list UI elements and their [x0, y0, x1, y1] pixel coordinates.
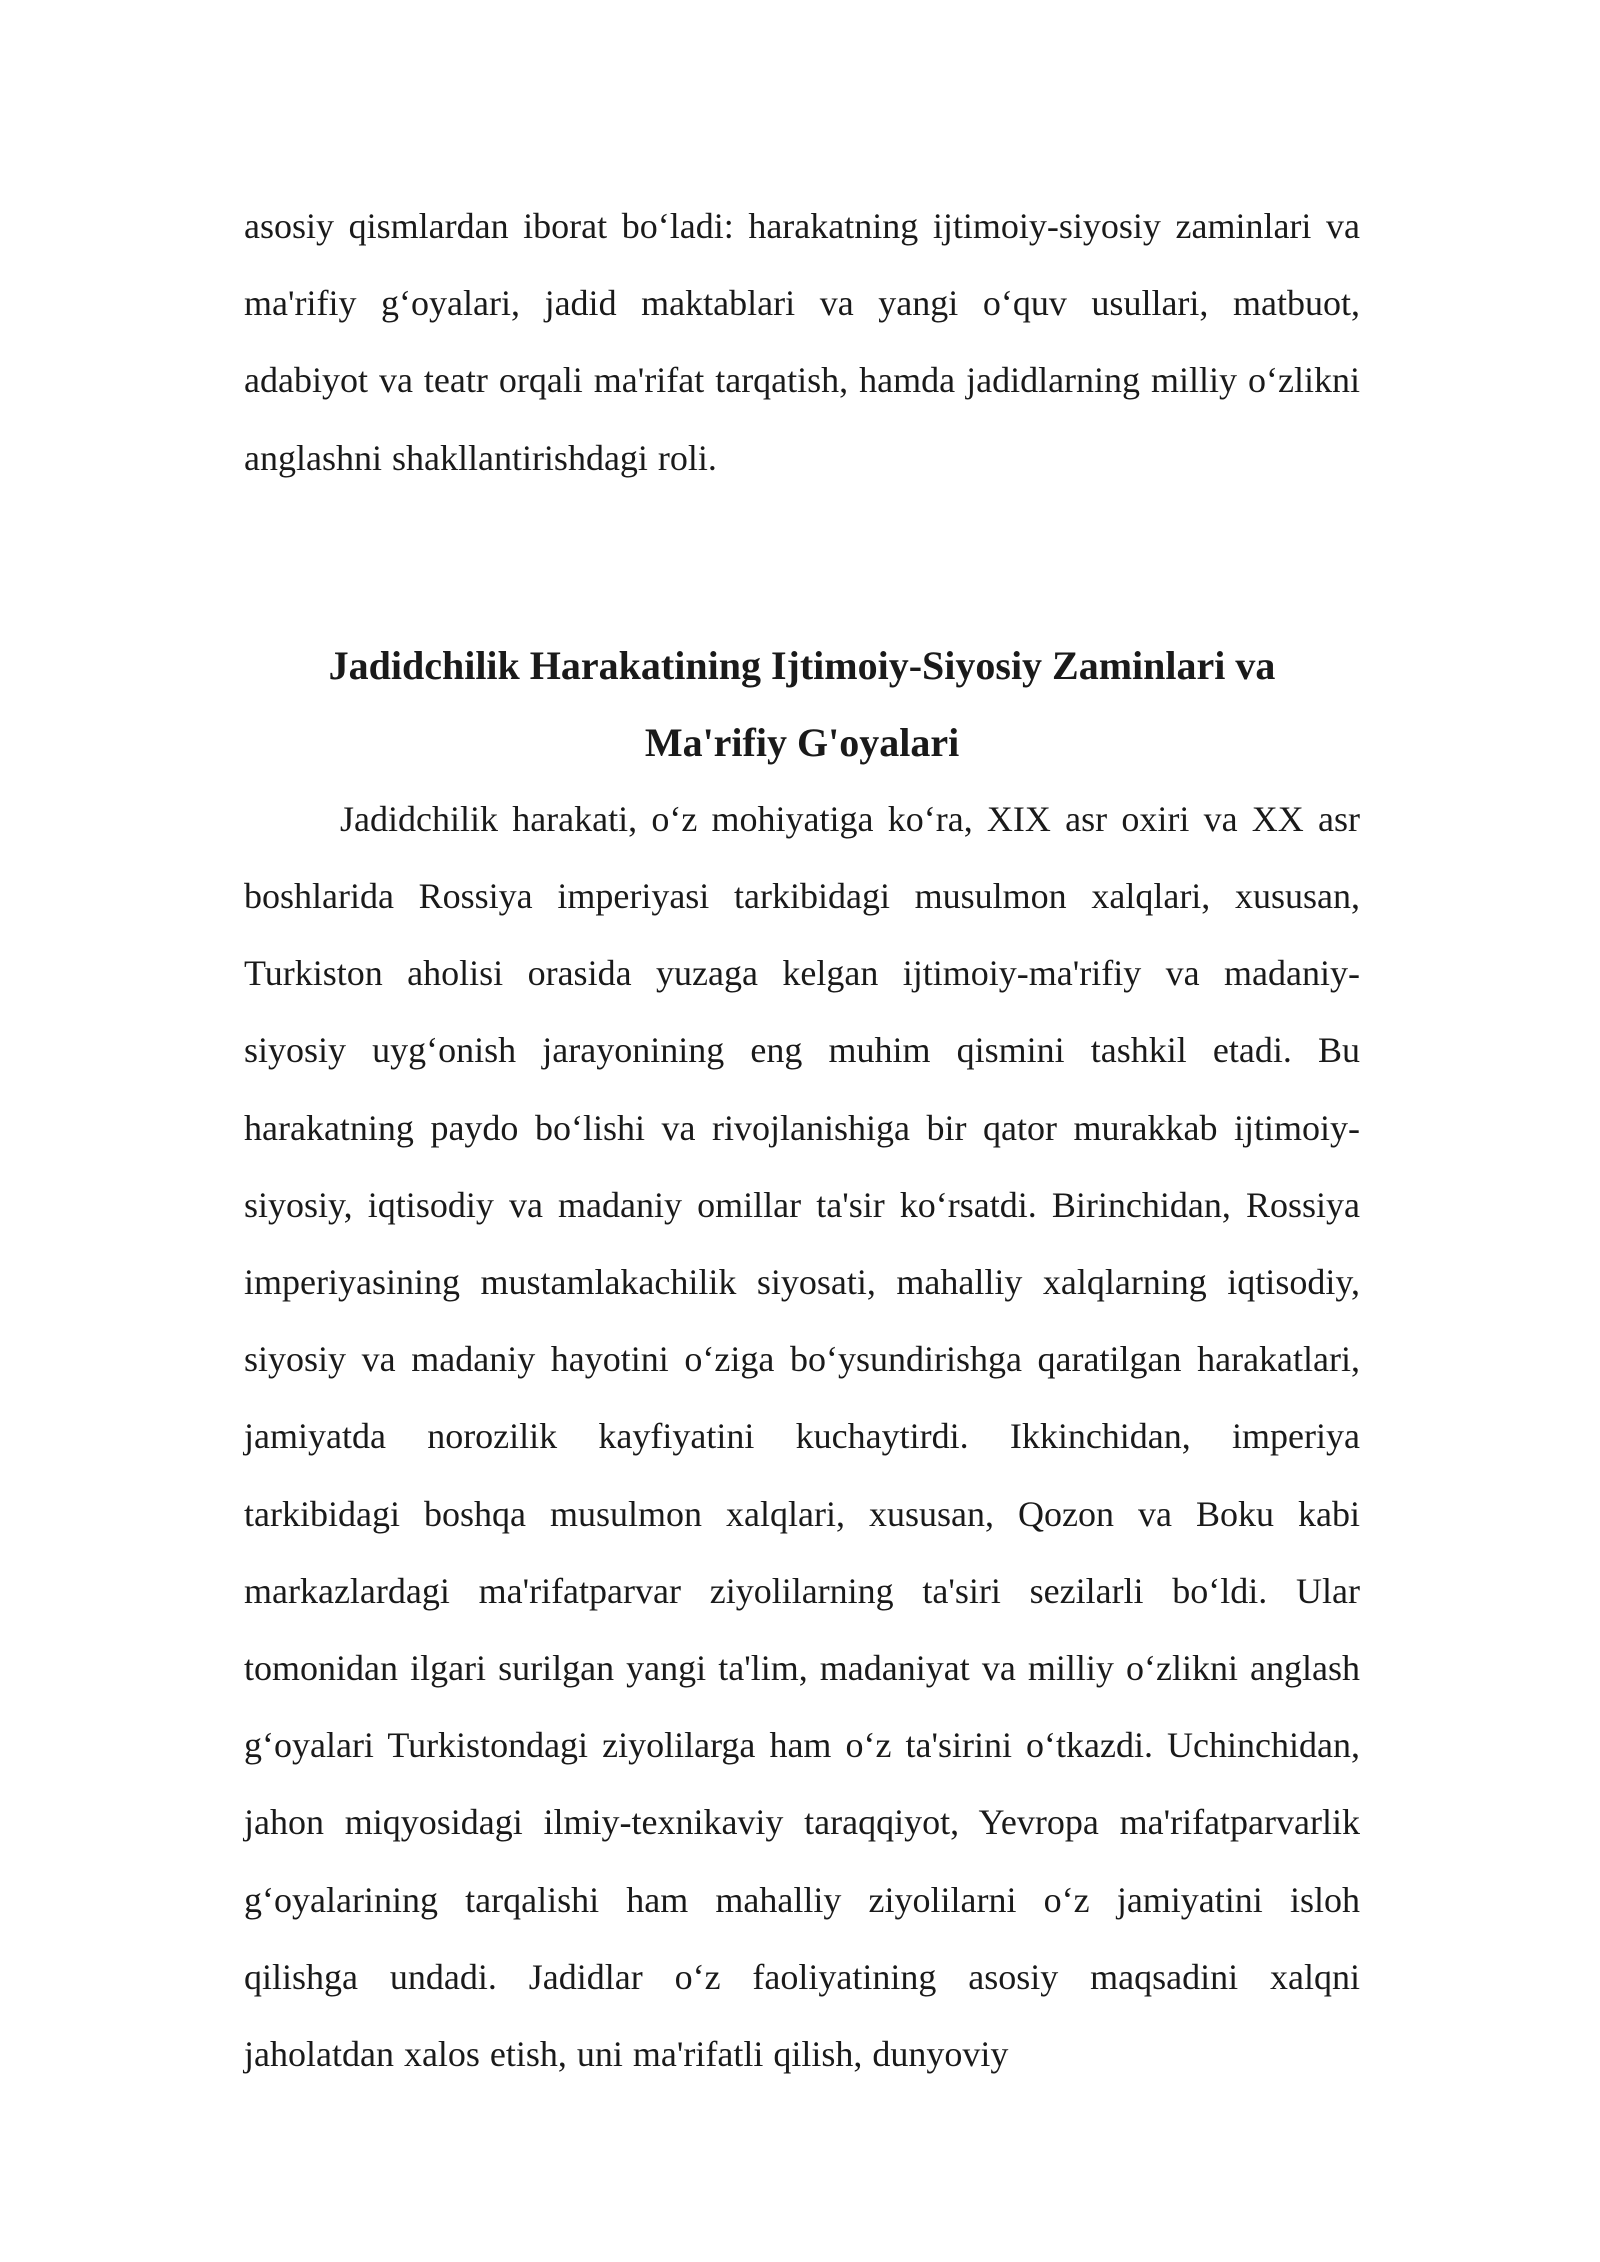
intro-paragraph: asosiy qismlardan iborat bo‘ladi: harakatning ijtimoiy-siyosiy zaminlari va ma'rifiy g‘oyalari, jadid maktablari va yangi o‘quv usullari, matbuot, adabiyot va teatr orqali ma'rifat tarqatish, hamda jadidlarning milliy o‘zlikni anglashni shakllantirishdagi roli. [244, 206, 1360, 478]
page-content [244, 188, 1360, 2093]
section-heading: Jadidchilik Harakatining Ijtimoiy-Siyosiy Zaminlari va Ma'rifiy G'oyalari [328, 642, 1276, 765]
body-paragraph: Jadidchilik harakati, o‘z mohiyatiga ko‘ra, XIX asr oxiri va XX asr boshlarida Rossiya imperiyasi tarkibidagi musulmon xalqlari, xususan, Turkiston aholisi orasida yuzaga kelgan ijtimoiy-ma'rifiy va madaniy-siyosiy uyg‘onish jarayonining eng muhim qismini tashkil etadi. Bu harakatning paydo bo‘lishi va rivojlanishiga bir qator murakkab ijtimoiy-siyosiy, iqtisodiy va madaniy omillar ta'sir ko‘rsatdi. Birinchidan, Rossiya imperiyasining mustamlakachilik siyosati, mahalliy xalqlarning iqtisodiy, siyosiy va madaniy hayotini o‘ziga bo‘ysundirishga qaratilgan harakatlari, jamiyatda norozilik kayfiyatini kuchaytirdi. Ikkinchidan, imperiya tarkibidagi boshqa musulmon xalqlari, xususan, Qozon va Boku kabi markazlardagi ma'rifatparvar ziyolilarning ta'siri sezilarli bo‘ldi. Ular tomonidan ilgari surilgan yangi ta'lim, madaniyat va milliy o‘zlikni anglash g‘oyalari Turkistondagi ziyolilarga ham o‘z ta'sirini o‘tkazdi. Uchinchidan, jahon miqyosidagi ilmiy-texnikaviy taraqqiyot, Yevropa ma'rifatparvarlik g‘oyalarining tarqalishi ham mahalliy ziyolilarni o‘z jamiyatini isloh qilishga undadi. Jadidlar o‘z faoliyatining asosiy maqsadini xalqni jaholatdan xalos etish, uni ma'rifatli qilish, dunyoviy [244, 798, 1360, 2075]
